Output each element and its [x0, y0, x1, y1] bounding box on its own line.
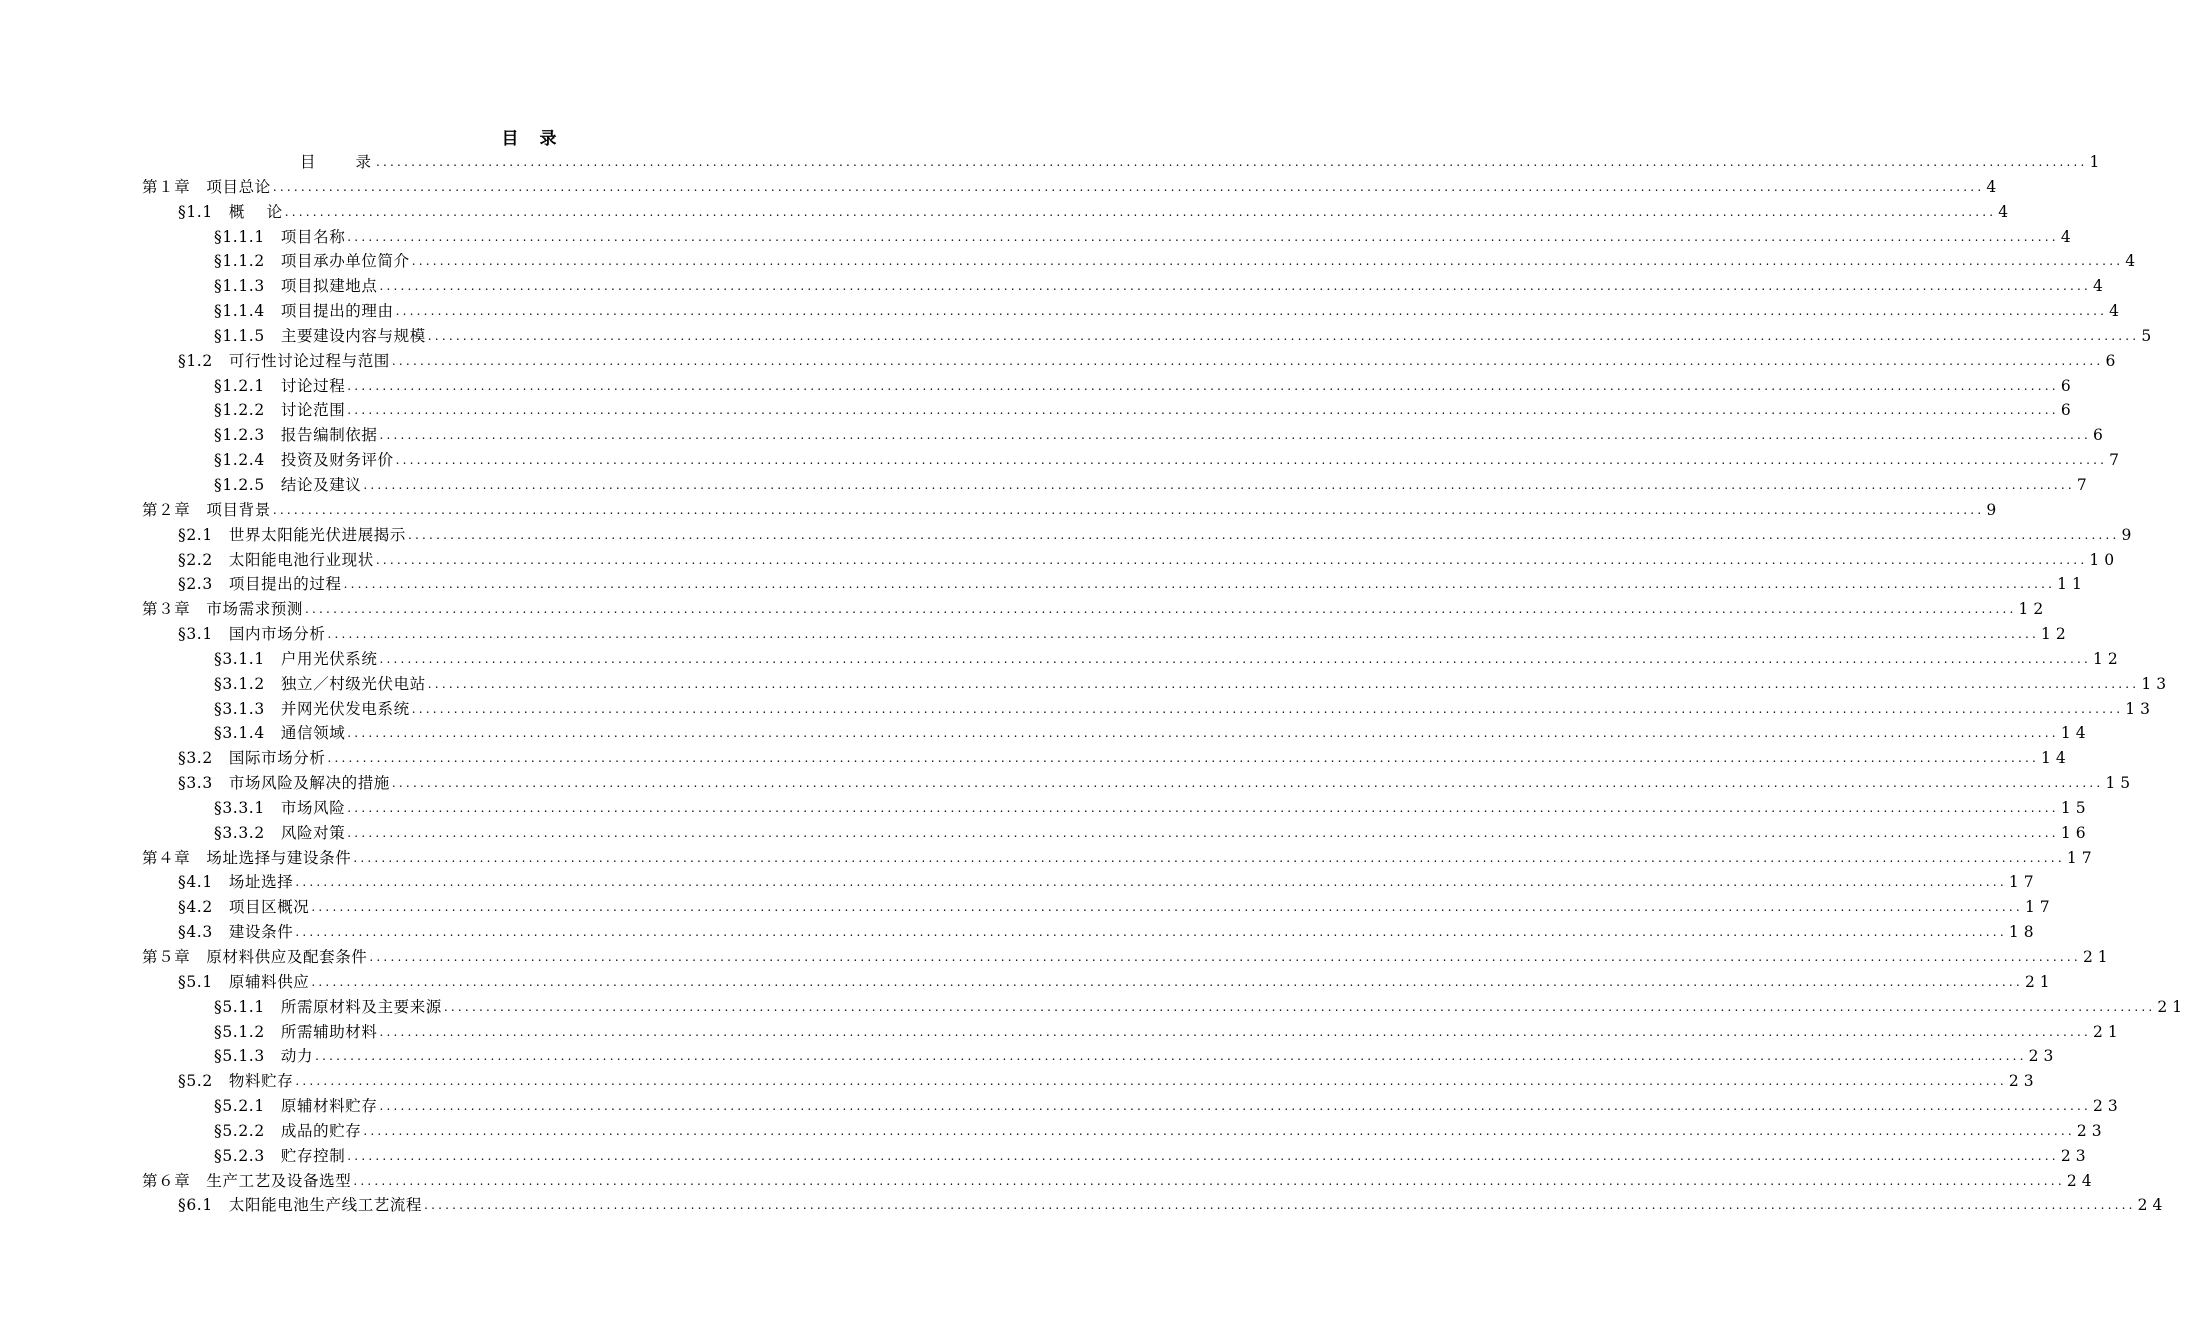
toc-entry[interactable] — [142, 200, 2014, 225]
toc-dot-leader — [353, 1169, 2065, 1194]
toc-dot-leader — [412, 249, 2124, 274]
toc-entry[interactable] — [142, 945, 2113, 970]
toc-entry-label: §3.1.4 通信领域 — [214, 724, 346, 743]
toc-entry-label: §5.2.2 成品的贮存 — [214, 1121, 362, 1140]
toc-entry-label: §1.2.4 投资及财务评价 — [214, 451, 394, 470]
toc-entry[interactable] — [142, 498, 2002, 523]
toc-entry[interactable] — [142, 572, 2087, 597]
toc-entry[interactable] — [142, 895, 2055, 920]
toc-entry-label: §1.1.3 项目拟建地点 — [214, 277, 378, 296]
toc-dot-leader — [408, 523, 2120, 548]
toc-dot-leader — [347, 796, 2059, 821]
toc-entry-page-number: 12 — [2093, 649, 2123, 668]
toc-entry-label: §1.2.2 讨论范围 — [214, 401, 346, 420]
toc-entry-page-number: 17 — [2024, 898, 2055, 917]
toc-entry[interactable] — [142, 796, 2091, 821]
toc-dot-leader — [328, 746, 2040, 771]
toc-entry-page-number: 4 — [2109, 302, 2124, 321]
toc-entry-label: 第１章 项目总论 — [142, 177, 271, 196]
toc-entry[interactable] — [142, 473, 2092, 498]
toc-entry-label: §3.3 市场风险及解决的措施 — [178, 774, 390, 793]
toc-entry-page-number: 4 — [2125, 252, 2141, 271]
toc-dot-leader — [369, 945, 2081, 970]
toc-entry[interactable] — [142, 647, 2123, 672]
toc-entry-label: §2.3 项目提出的过程 — [178, 575, 342, 594]
toc-dot-leader — [392, 771, 2104, 796]
toc-dot-leader — [428, 324, 2140, 349]
toc-entry-label: §2.1 世界太阳能光伏进展揭示 — [178, 525, 407, 544]
toc-dot-leader — [363, 473, 2075, 498]
toc-entry[interactable] — [142, 1193, 2168, 1218]
toc-dot-leader — [412, 697, 2124, 722]
toc-entry-label: 第６章 生产工艺及设备选型 — [142, 1171, 352, 1190]
toc-entry-label: 第２章 项目背景 — [142, 500, 271, 519]
toc-entry[interactable] — [142, 1044, 2059, 1069]
toc-entry[interactable] — [142, 821, 2091, 846]
table-of-contents — [142, 150, 2187, 1218]
toc-entry-page-number: 23 — [2028, 1047, 2059, 1066]
toc-entry-page-number: 24 — [2066, 1171, 2097, 1190]
toc-entry-page-number: 16 — [2060, 823, 2091, 842]
toc-entry[interactable] — [142, 274, 2108, 299]
toc-entry-label: §5.1.2 所需辅助材料 — [214, 1022, 378, 1041]
toc-entry-label: §1.2.3 报告编制依据 — [214, 426, 378, 445]
toc-entry-page-number: 23 — [2076, 1121, 2107, 1140]
toc-entry-label: §5.2.3 贮存控制 — [214, 1146, 346, 1165]
toc-dot-leader — [347, 721, 2059, 746]
toc-entry-page-number: 7 — [2109, 451, 2124, 470]
toc-dot-leader — [273, 175, 1985, 200]
toc-entry-label: 第５章 原材料供应及配套条件 — [142, 948, 368, 966]
toc-entry[interactable] — [142, 1169, 2097, 1194]
toc-dot-leader — [353, 846, 2065, 871]
toc-entry-label: §1.1.4 项目提出的理由 — [214, 302, 394, 321]
toc-entry[interactable] — [142, 1144, 2091, 1169]
toc-entry[interactable] — [142, 672, 2172, 697]
toc-entry-label: §5.2 物料贮存 — [178, 1072, 294, 1091]
toc-entry-label: §1.2.5 结论及建议 — [214, 475, 362, 494]
toc-entry-label: 第４章 场址选择与建设条件 — [142, 848, 352, 867]
toc-entry-page-number: 18 — [2008, 923, 2039, 942]
toc-dot-leader — [273, 498, 1985, 523]
toc-entry[interactable] — [142, 771, 2136, 796]
toc-entry-label: §5.2.1 原辅材料贮存 — [214, 1097, 378, 1116]
toc-dot-leader — [392, 349, 2104, 374]
toc-entry-page-number: 12 — [2041, 625, 2071, 644]
toc-entry-label: §1.1.5 主要建设内容与规模 — [214, 326, 426, 345]
toc-entry-page-number: 6 — [2093, 426, 2108, 445]
toc-entry-label: §1.2 可行性讨论过程与范围 — [178, 351, 390, 370]
toc-entry-page-number: 10 — [2089, 550, 2120, 569]
toc-entry[interactable] — [142, 225, 2076, 250]
page-title: 目 录 — [501, 129, 559, 149]
toc-dot-leader — [344, 572, 2056, 597]
toc-entry[interactable] — [142, 374, 2076, 399]
toc-entry[interactable] — [142, 870, 2039, 895]
toc-dot-leader — [380, 423, 2092, 448]
toc-entry-label: §2.2 太阳能电池行业现状 — [178, 550, 374, 569]
toc-entry-label: §4.3 建设条件 — [178, 923, 294, 942]
toc-entry-page-number: 12 — [2018, 600, 2049, 619]
toc-dot-leader — [311, 895, 2023, 920]
toc-entry-page-number: 23 — [2093, 1097, 2123, 1116]
toc-dot-leader — [305, 597, 2017, 622]
toc-entry-label: 目 录 — [300, 153, 375, 171]
toc-dot-leader — [380, 1020, 2092, 1045]
toc-entry-label: §5.1.3 动力 — [214, 1047, 314, 1066]
toc-entry[interactable] — [142, 523, 2137, 548]
toc-entry-page-number: 6 — [2060, 401, 2076, 420]
toc-entry[interactable] — [142, 622, 2071, 647]
toc-entry[interactable] — [142, 448, 2124, 473]
toc-dot-leader — [295, 870, 2007, 895]
toc-dot-leader — [295, 920, 2007, 945]
toc-entry-page-number: 4 — [1986, 177, 2002, 196]
toc-entry-label: §4.2 项目区概况 — [178, 898, 310, 917]
toc-entry[interactable] — [142, 995, 2187, 1020]
toc-entry-label: §3.1.1 户用光伏系统 — [214, 649, 378, 668]
toc-entry[interactable] — [142, 150, 2105, 175]
toc-entry-page-number: 17 — [2008, 873, 2039, 892]
toc-entry[interactable] — [142, 398, 2076, 423]
toc-dot-leader — [444, 995, 2156, 1020]
toc-entry[interactable] — [142, 746, 2071, 771]
toc-entry-page-number: 23 — [2060, 1146, 2091, 1165]
toc-dot-leader — [347, 398, 2059, 423]
toc-entry[interactable] — [142, 721, 2091, 746]
toc-entry-page-number: 17 — [2066, 848, 2097, 867]
toc-entry-label: §5.1.1 所需原材料及主要来源 — [214, 997, 442, 1016]
toc-entry[interactable] — [142, 175, 2002, 200]
toc-entry[interactable] — [142, 920, 2039, 945]
toc-entry-label: §6.1 太阳能电池生产线工艺流程 — [178, 1196, 423, 1215]
toc-entry-label: §5.1 原辅料供应 — [178, 972, 310, 991]
toc-entry-label: §3.3.2 风险对策 — [214, 823, 346, 842]
toc-entry[interactable] — [142, 299, 2124, 324]
toc-entry-page-number: 9 — [1986, 500, 2002, 519]
toc-entry-page-number: 6 — [2060, 376, 2076, 395]
toc-entry[interactable] — [142, 349, 2121, 374]
toc-entry-label: §1.1.2 项目承办单位简介 — [214, 252, 410, 271]
toc-entry-page-number: 14 — [2041, 749, 2071, 768]
toc-dot-leader — [285, 200, 1997, 225]
toc-entry-page-number: 4 — [2093, 277, 2108, 296]
toc-entry-label: §3.1 国内市场分析 — [178, 625, 326, 644]
toc-entry[interactable] — [142, 846, 2097, 871]
toc-dot-leader — [347, 374, 2059, 399]
toc-entry-label: §1.2.1 讨论过程 — [214, 376, 346, 395]
toc-entry-label: §3.1.3 并网光伏发电系统 — [214, 699, 410, 718]
toc-dot-leader — [376, 548, 2088, 573]
toc-entry-page-number: 23 — [2008, 1072, 2039, 1091]
toc-entry-label: §3.3.1 市场风险 — [214, 798, 346, 817]
toc-entry-page-number: 24 — [2137, 1196, 2168, 1215]
toc-dot-leader — [328, 622, 2040, 647]
toc-entry-page-number: 21 — [2082, 948, 2113, 966]
toc-entry-label: §1.1.1 项目名称 — [214, 227, 346, 246]
toc-entry-page-number: 21 — [2157, 997, 2187, 1016]
toc-dot-leader — [380, 274, 2092, 299]
toc-dot-leader — [311, 970, 2023, 995]
toc-dot-leader — [347, 821, 2059, 846]
toc-entry-page-number: 15 — [2105, 774, 2136, 793]
toc-dot-leader — [295, 1069, 2007, 1094]
toc-entry[interactable] — [142, 1119, 2107, 1144]
toc-entry-page-number: 9 — [2121, 525, 2137, 544]
toc-entry-page-number: 13 — [2141, 674, 2172, 693]
toc-entry-page-number: 14 — [2060, 724, 2091, 743]
toc-entry-page-number: 15 — [2060, 798, 2091, 817]
toc-dot-leader — [424, 1193, 2136, 1218]
toc-dot-leader — [396, 299, 2108, 324]
toc-entry[interactable] — [142, 249, 2141, 274]
toc-entry-page-number: 11 — [2057, 575, 2087, 594]
toc-dot-leader — [315, 1044, 2027, 1069]
toc-entry-page-number: 21 — [2093, 1022, 2123, 1041]
toc-entry-label: §3.1.2 独立／村级光伏电站 — [214, 674, 426, 693]
toc-entry-page-number: 13 — [2125, 699, 2155, 718]
toc-entry-label: §3.2 国际市场分析 — [178, 749, 326, 768]
toc-dot-leader — [380, 647, 2092, 672]
toc-dot-leader — [347, 1144, 2059, 1169]
toc-dot-leader — [396, 448, 2108, 473]
toc-dot-leader — [363, 1119, 2075, 1144]
toc-entry-page-number: 7 — [2076, 475, 2092, 494]
toc-entry[interactable] — [142, 1069, 2039, 1094]
toc-dot-leader — [347, 225, 2059, 250]
toc-entry-page-number: 4 — [2060, 227, 2076, 246]
toc-entry[interactable] — [142, 548, 2120, 573]
toc-entry[interactable] — [142, 324, 2157, 349]
toc-entry[interactable] — [142, 1020, 2123, 1045]
toc-entry-page-number: 4 — [1998, 202, 2014, 221]
toc-entry-page-number: 21 — [2024, 972, 2055, 991]
toc-dot-leader — [428, 672, 2140, 697]
toc-dot-leader — [380, 1094, 2092, 1119]
toc-dot-leader — [376, 150, 2088, 175]
toc-entry[interactable] — [142, 597, 2049, 622]
toc-entry-label: 第３章 市场需求预测 — [142, 600, 304, 619]
toc-entry[interactable] — [142, 423, 2108, 448]
toc-entry-label: §4.1 场址选择 — [178, 873, 294, 892]
toc-entry-page-number: 5 — [2141, 326, 2157, 345]
toc-entry-label: §1.1 概 论 — [178, 202, 283, 221]
toc-entry-page-number: 1 — [2089, 153, 2105, 171]
toc-entry[interactable] — [142, 1094, 2123, 1119]
toc-entry[interactable] — [142, 970, 2055, 995]
toc-entry[interactable] — [142, 697, 2155, 722]
toc-entry-page-number: 6 — [2105, 351, 2121, 370]
